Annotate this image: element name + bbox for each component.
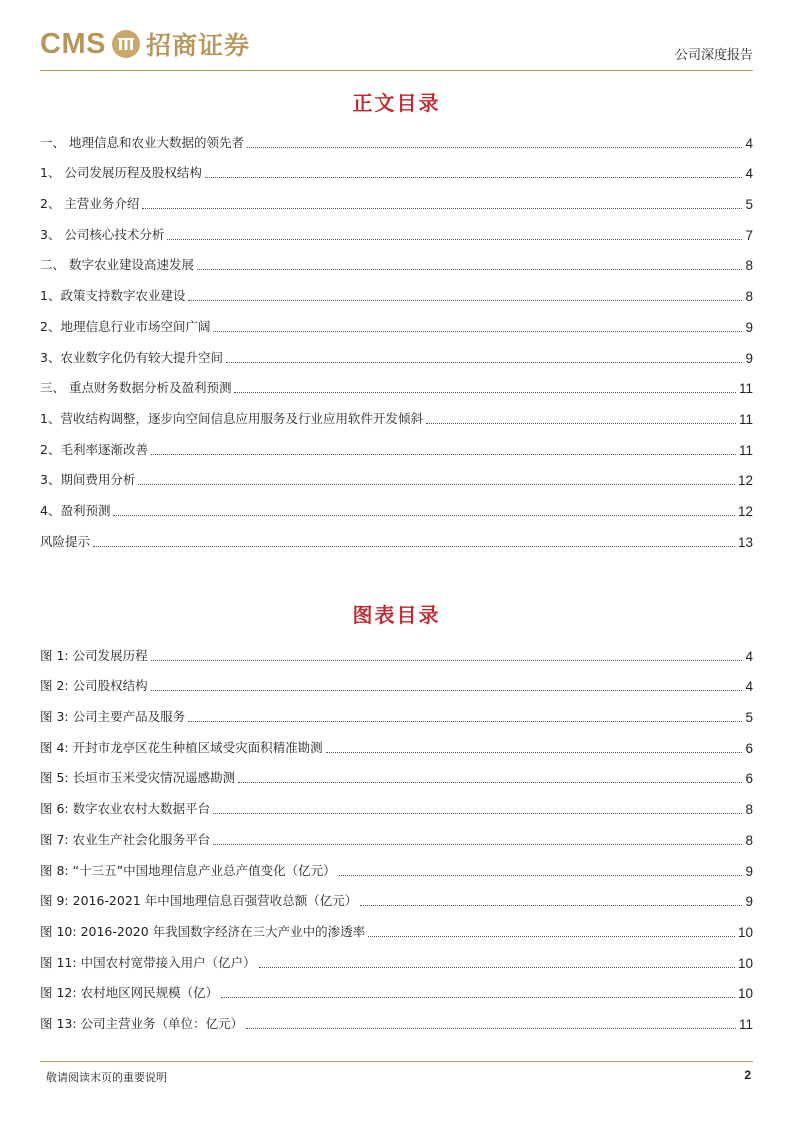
toc-entry[interactable] [40, 670, 753, 701]
toc-entry[interactable] [40, 1007, 753, 1038]
dot-leader [213, 843, 742, 845]
toc-entry-page[interactable]: 8 [745, 258, 753, 274]
dot-leader [426, 422, 736, 424]
toc-entry[interactable] [40, 218, 753, 249]
company-logo [40, 24, 250, 64]
toc-entry-label[interactable]: 2、 主营业务介绍 [40, 196, 140, 212]
toc-entry-page[interactable]: 8 [745, 832, 753, 848]
dot-leader [197, 268, 743, 270]
toc-entry-label[interactable]: 图 8: “十三五”中国地理信息产业总产值变化（亿元） [40, 862, 336, 878]
toc-entry-page[interactable]: 6 [745, 740, 753, 756]
dot-leader [326, 751, 743, 753]
toc-entry[interactable] [40, 977, 753, 1008]
toc-entry[interactable] [40, 402, 753, 433]
toc-entry-label[interactable]: 图 5: 长垣市玉米受灾情况遥感勘测 [40, 770, 236, 786]
toc-entry-page[interactable]: 8 [745, 802, 753, 818]
toc-entry-label[interactable]: 1、 公司发展历程及股权结构 [40, 165, 202, 181]
page-header [40, 22, 753, 72]
dot-leader [113, 514, 735, 516]
toc-entry-label[interactable]: 图 1: 公司发展历程 [40, 647, 148, 663]
toc-entry-label[interactable]: 1、政策支持数字农业建设 [40, 288, 186, 304]
toc-entry[interactable] [40, 525, 753, 556]
toc-entry-page[interactable]: 12 [737, 503, 753, 519]
dot-leader [226, 361, 743, 363]
toc-title: 正文目录 [352, 91, 441, 115]
toc-entry-label[interactable]: 图 7: 农业生产社会化服务平台 [40, 831, 211, 847]
toc-entry[interactable] [40, 915, 753, 946]
toc-entry-page[interactable]: 11 [738, 442, 753, 458]
dot-leader [234, 391, 736, 393]
toc-entry[interactable] [40, 279, 753, 310]
footer-divider [40, 1061, 753, 1062]
toc-entry-label[interactable]: 2、地理信息行业市场空间广阔 [40, 318, 211, 334]
toc-entry-page[interactable]: 10 [737, 955, 753, 971]
toc-entry[interactable] [40, 946, 753, 977]
toc-entry-label[interactable]: 图 13: 公司主营业务（单位：亿元） [40, 1015, 244, 1031]
toc-entry[interactable] [40, 126, 753, 157]
footer-disclaimer: 敬请阅读末页的重要说明 [46, 1071, 167, 1084]
toc-entry-page[interactable]: 10 [737, 986, 753, 1002]
dot-leader [339, 874, 743, 876]
dot-leader [188, 299, 742, 301]
toc-entry-page[interactable]: 11 [738, 411, 753, 427]
dot-leader [167, 238, 742, 240]
logo-emblem-icon [112, 30, 140, 58]
dot-leader [213, 812, 742, 814]
toc-entry-label[interactable]: 2、毛利率逐渐改善 [40, 441, 148, 457]
toc-entry-label[interactable]: 4、盈利预测 [40, 502, 111, 518]
toc-entry-label[interactable]: 风险提示 [40, 533, 91, 549]
toc-entry[interactable] [40, 762, 753, 793]
toc-entry[interactable] [40, 731, 753, 762]
toc-entry-page[interactable]: 10 [737, 924, 753, 940]
dot-leader [151, 453, 736, 455]
toc-entry[interactable] [40, 700, 753, 731]
dot-leader [213, 330, 742, 332]
toc-entry[interactable] [40, 823, 753, 854]
toc-entry[interactable] [40, 792, 753, 823]
toc-entry[interactable] [40, 854, 753, 885]
toc-entry-page[interactable]: 11 [738, 1016, 753, 1032]
toc-entry[interactable] [40, 494, 753, 525]
toc-entry-label[interactable]: 3、农业数字化仍有较大提升空间 [40, 349, 223, 365]
dot-leader [151, 659, 743, 661]
toc-entry[interactable] [40, 639, 753, 670]
toc-entry-label[interactable]: 图 6: 数字农业农村大数据平台 [40, 801, 211, 817]
toc-entry-label[interactable]: 图 12: 农村地区网民规模（亿） [40, 985, 219, 1001]
toc-entry-label[interactable]: 图 11: 中国农村宽带接入用户（亿户） [40, 954, 256, 970]
toc-entry[interactable] [40, 157, 753, 188]
page-number: 2 [744, 1068, 751, 1082]
toc-entry-page[interactable]: 4 [745, 135, 753, 151]
toc-entry-page[interactable]: 4 [745, 166, 753, 182]
toc-entry[interactable] [40, 885, 753, 916]
toc-entry-page[interactable]: 4 [745, 648, 753, 664]
toc-entry[interactable] [40, 249, 753, 280]
logo-chinese-name: 招商证券 [145, 31, 250, 60]
toc-entry-page[interactable]: 7 [745, 227, 753, 243]
dot-leader [259, 966, 735, 968]
logo-text: CMS [40, 27, 106, 60]
toc-entry[interactable] [40, 310, 753, 341]
toc-list [40, 126, 753, 556]
toc-entry-page[interactable]: 5 [745, 710, 753, 726]
dot-leader [188, 720, 742, 722]
toc-entry[interactable] [40, 341, 753, 372]
dot-leader [142, 207, 742, 209]
toc-entry-label[interactable]: 图 10: 2016-2020 年我国数字经济在三大产业中的渗透率 [40, 923, 366, 939]
toc-entry-label[interactable]: 图 3: 公司主要产品及服务 [40, 709, 186, 725]
header-divider [40, 70, 753, 71]
figures-list [40, 639, 753, 1038]
dot-leader [151, 689, 743, 691]
dot-leader [246, 1027, 736, 1029]
dot-leader [360, 904, 742, 906]
dot-leader [138, 483, 735, 485]
toc-entry-page[interactable]: 13 [737, 534, 753, 550]
toc-entry-page[interactable]: 4 [745, 679, 753, 695]
dot-leader [221, 996, 735, 998]
toc-entry-page[interactable]: 9 [745, 319, 753, 335]
toc-entry[interactable] [40, 187, 753, 218]
report-type-label: 公司深度报告 [674, 48, 753, 63]
toc-entry-label[interactable]: 二、 数字农业建设高速发展 [40, 257, 194, 273]
toc-entry-label[interactable]: 1、营收结构调整，逐步向空间信息应用服务及行业应用软件开发倾斜 [40, 410, 423, 426]
toc-entry-label[interactable]: 一、 地理信息和农业大数据的领先者 [40, 134, 244, 150]
toc-entry-label[interactable]: 图 2: 公司股权结构 [40, 678, 148, 694]
dot-leader [368, 935, 735, 937]
toc-entry-page[interactable]: 12 [737, 473, 753, 489]
toc-entry[interactable] [40, 372, 753, 403]
toc-entry-label[interactable]: 3、 公司核心技术分析 [40, 226, 165, 242]
toc-entry-label[interactable]: 图 4: 开封市龙亭区花生种植区域受灾面积精准勘测 [40, 739, 323, 755]
dot-leader [93, 545, 735, 547]
toc-entry-page[interactable]: 11 [738, 381, 753, 397]
toc-entry-page[interactable]: 8 [745, 289, 753, 305]
toc-entry-label[interactable]: 图 9: 2016-2021 年中国地理信息百强营收总额（亿元） [40, 893, 358, 909]
dot-leader [205, 176, 743, 178]
toc-entry-page[interactable]: 9 [745, 863, 753, 879]
dot-leader [247, 146, 743, 148]
toc-entry[interactable] [40, 464, 753, 495]
toc-entry-label[interactable]: 3、期间费用分析 [40, 472, 136, 488]
toc-entry-label[interactable]: 三、 重点财务数据分析及盈利预测 [40, 380, 232, 396]
toc-entry-page[interactable]: 5 [745, 197, 753, 213]
toc-entry[interactable] [40, 433, 753, 464]
dot-leader [238, 781, 742, 783]
toc-entry-page[interactable]: 6 [745, 771, 753, 787]
figures-title: 图表目录 [352, 603, 441, 627]
toc-entry-page[interactable]: 9 [745, 350, 753, 366]
toc-entry-page[interactable]: 9 [745, 894, 753, 910]
